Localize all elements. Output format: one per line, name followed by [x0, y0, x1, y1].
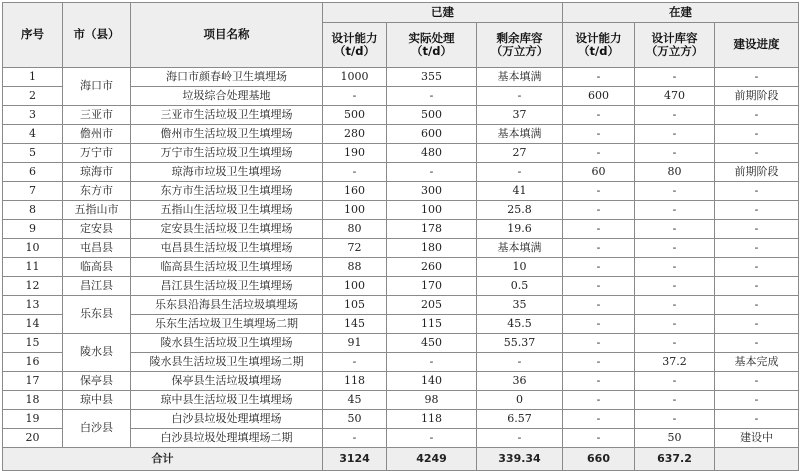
cell-building-capacity: - — [563, 258, 635, 277]
cell-built-actual: 480 — [387, 144, 477, 163]
cell-building-volume: - — [635, 125, 715, 144]
cell-project: 定安县生活垃圾卫生填埋场 — [131, 220, 323, 239]
header-building-capacity — [563, 23, 635, 68]
table-row — [3, 144, 799, 163]
cell-building-volume: - — [635, 296, 715, 315]
cell-built-capacity: - — [323, 163, 387, 182]
cell-built-capacity: 72 — [323, 239, 387, 258]
cell-building-capacity: - — [563, 182, 635, 201]
header-built-actual-line2: （t/d） — [411, 44, 452, 58]
cell-built-actual: 450 — [387, 334, 477, 353]
cell-building-volume: - — [635, 144, 715, 163]
cell-built-remaining: 19.6 — [477, 220, 563, 239]
header-building-volume-line1: 设计库容 — [651, 30, 698, 45]
cell-built-actual: 118 — [387, 410, 477, 429]
cell-building-capacity: - — [563, 106, 635, 125]
cell-project: 临高县生活垃圾卫生填埋场 — [131, 258, 323, 277]
cell-building-volume: - — [635, 182, 715, 201]
table-row — [3, 106, 799, 125]
cell-built-remaining: 基本填满 — [477, 125, 563, 144]
cell-building-progress: 前期阶段 — [715, 163, 799, 182]
cell-seq: 19 — [3, 410, 63, 429]
cell-built-remaining: 基本填满 — [477, 239, 563, 258]
cell-seq: 4 — [3, 125, 63, 144]
cell-building-capacity: - — [563, 410, 635, 429]
cell-building-capacity: - — [563, 429, 635, 448]
cell-built-actual: - — [387, 87, 477, 106]
cell-built-capacity: 45 — [323, 391, 387, 410]
cell-building-capacity: 60 — [563, 163, 635, 182]
cell-city: 五指山市 — [63, 201, 131, 220]
header-building-capacity-line1: 设计能力 — [575, 30, 622, 45]
table-row — [3, 277, 799, 296]
cell-built-capacity: 280 — [323, 125, 387, 144]
total-built-remaining: 339.34 — [477, 448, 563, 471]
cell-building-capacity: - — [563, 220, 635, 239]
cell-building-volume: 470 — [635, 87, 715, 106]
cell-city: 东方市 — [63, 182, 131, 201]
cell-built-remaining: - — [477, 353, 563, 372]
cell-seq: 3 — [3, 106, 63, 125]
header-building-capacity-line2: （t/d） — [578, 44, 619, 58]
cell-built-actual: 140 — [387, 372, 477, 391]
cell-built-actual: 178 — [387, 220, 477, 239]
cell-seq: 2 — [3, 87, 63, 106]
cell-built-actual: 180 — [387, 239, 477, 258]
header-built-remaining-line1: 剩余库容 — [496, 30, 543, 45]
cell-seq: 18 — [3, 391, 63, 410]
cell-project: 昌江县生活垃圾卫生填埋场 — [131, 277, 323, 296]
table-row — [3, 201, 799, 220]
cell-built-capacity: 1000 — [323, 68, 387, 87]
table-row — [3, 220, 799, 239]
header-project: 项目名称 — [131, 3, 323, 68]
cell-building-capacity: - — [563, 125, 635, 144]
cell-project: 五指山生活垃圾卫生填埋场 — [131, 201, 323, 220]
cell-built-remaining: - — [477, 429, 563, 448]
cell-building-volume: - — [635, 106, 715, 125]
cell-built-remaining: 27 — [477, 144, 563, 163]
cell-city: 万宁市 — [63, 144, 131, 163]
cell-project: 白沙县垃圾处理填埋场二期 — [131, 429, 323, 448]
cell-built-remaining: 35 — [477, 296, 563, 315]
cell-seq: 16 — [3, 353, 63, 372]
cell-building-progress: - — [715, 315, 799, 334]
cell-built-capacity: 190 — [323, 144, 387, 163]
table-row — [3, 372, 799, 391]
cell-built-capacity: 160 — [323, 182, 387, 201]
cell-building-volume: 37.2 — [635, 353, 715, 372]
cell-building-progress: - — [715, 68, 799, 87]
cell-built-remaining: 6.57 — [477, 410, 563, 429]
cell-building-progress: - — [715, 220, 799, 239]
cell-built-capacity: 100 — [323, 277, 387, 296]
cell-seq: 9 — [3, 220, 63, 239]
landfill-table — [2, 2, 799, 471]
cell-project: 陵水县生活垃圾卫生填埋场二期 — [131, 353, 323, 372]
cell-project: 垃圾综合处理基地 — [131, 87, 323, 106]
cell-city: 临高县 — [63, 258, 131, 277]
table-row — [3, 391, 799, 410]
cell-building-capacity: - — [563, 201, 635, 220]
cell-building-progress: - — [715, 410, 799, 429]
cell-built-actual: - — [387, 163, 477, 182]
header-built-capacity-line2: （t/d） — [334, 44, 375, 58]
cell-city: 儋州市 — [63, 125, 131, 144]
cell-city: 陵水县 — [63, 334, 131, 372]
cell-built-capacity: 145 — [323, 315, 387, 334]
cell-built-remaining: - — [477, 87, 563, 106]
table-body — [3, 68, 799, 448]
cell-built-actual: 115 — [387, 315, 477, 334]
cell-project: 琼中县生活垃圾卫生填埋场 — [131, 391, 323, 410]
cell-seq: 6 — [3, 163, 63, 182]
cell-city: 屯昌县 — [63, 239, 131, 258]
cell-project: 儋州市生活垃圾卫生填埋场 — [131, 125, 323, 144]
header-built-capacity — [323, 23, 387, 68]
cell-building-progress: - — [715, 182, 799, 201]
total-built-actual: 4249 — [387, 448, 477, 471]
table-row — [3, 125, 799, 144]
cell-building-progress: - — [715, 277, 799, 296]
cell-built-actual: 300 — [387, 182, 477, 201]
cell-built-actual: 600 — [387, 125, 477, 144]
cell-seq: 15 — [3, 334, 63, 353]
cell-built-actual: - — [387, 429, 477, 448]
cell-project: 海口市颜春岭卫生填埋场 — [131, 68, 323, 87]
cell-seq: 8 — [3, 201, 63, 220]
cell-built-actual: 500 — [387, 106, 477, 125]
cell-built-remaining: 55.37 — [477, 334, 563, 353]
cell-city: 定安县 — [63, 220, 131, 239]
cell-seq: 12 — [3, 277, 63, 296]
cell-building-volume: 50 — [635, 429, 715, 448]
header-building-group: 在建 — [563, 3, 799, 23]
total-building-capacity: 660 — [563, 448, 635, 471]
cell-building-capacity: - — [563, 277, 635, 296]
header-built-remaining — [477, 23, 563, 68]
cell-project: 白沙县垃圾处理填埋场 — [131, 410, 323, 429]
cell-building-progress: - — [715, 144, 799, 163]
cell-built-capacity: 80 — [323, 220, 387, 239]
header-building-progress: 建设进度 — [715, 23, 799, 68]
cell-building-capacity: - — [563, 334, 635, 353]
cell-built-capacity: 91 — [323, 334, 387, 353]
cell-building-progress: - — [715, 201, 799, 220]
cell-built-capacity: 50 — [323, 410, 387, 429]
total-row — [3, 448, 799, 471]
cell-built-remaining: 41 — [477, 182, 563, 201]
header-building-volume-line2: （万立方） — [645, 44, 704, 58]
cell-built-actual: 355 — [387, 68, 477, 87]
cell-building-progress: 前期阶段 — [715, 87, 799, 106]
cell-project: 保亭县生活垃圾填埋场 — [131, 372, 323, 391]
cell-building-volume: - — [635, 220, 715, 239]
cell-city: 白沙县 — [63, 410, 131, 448]
cell-building-capacity: - — [563, 239, 635, 258]
cell-built-capacity: 100 — [323, 201, 387, 220]
cell-built-capacity: - — [323, 87, 387, 106]
header-built-group: 已建 — [323, 3, 563, 23]
cell-building-progress: - — [715, 334, 799, 353]
cell-built-remaining: 0 — [477, 391, 563, 410]
cell-seq: 14 — [3, 315, 63, 334]
cell-city: 琼海市 — [63, 163, 131, 182]
cell-built-remaining: - — [477, 163, 563, 182]
total-building-progress — [715, 448, 799, 471]
cell-building-volume: - — [635, 391, 715, 410]
cell-building-progress: 建设中 — [715, 429, 799, 448]
cell-building-volume: - — [635, 239, 715, 258]
cell-built-remaining: 0.5 — [477, 277, 563, 296]
cell-building-volume: - — [635, 258, 715, 277]
cell-seq: 11 — [3, 258, 63, 277]
cell-building-volume: - — [635, 372, 715, 391]
cell-city: 乐东县 — [63, 296, 131, 334]
cell-building-progress: - — [715, 125, 799, 144]
cell-building-capacity: 600 — [563, 87, 635, 106]
cell-building-progress: - — [715, 239, 799, 258]
cell-building-progress: - — [715, 391, 799, 410]
cell-built-remaining: 36 — [477, 372, 563, 391]
cell-built-remaining: 25.8 — [477, 201, 563, 220]
table-row — [3, 239, 799, 258]
table-row — [3, 163, 799, 182]
cell-built-actual: 205 — [387, 296, 477, 315]
cell-building-capacity: - — [563, 144, 635, 163]
cell-built-remaining: 基本填满 — [477, 68, 563, 87]
cell-building-volume: 80 — [635, 163, 715, 182]
cell-built-capacity: 118 — [323, 372, 387, 391]
cell-project: 屯昌县生活垃圾卫生填埋场 — [131, 239, 323, 258]
cell-built-actual: 170 — [387, 277, 477, 296]
cell-project: 琼海市垃圾卫生填埋场 — [131, 163, 323, 182]
cell-building-capacity: - — [563, 391, 635, 410]
table-row — [3, 182, 799, 201]
cell-building-volume: - — [635, 410, 715, 429]
cell-project: 东方市生活垃圾卫生填埋场 — [131, 182, 323, 201]
table-row — [3, 258, 799, 277]
cell-city: 三亚市 — [63, 106, 131, 125]
cell-built-actual: 260 — [387, 258, 477, 277]
table-row — [3, 68, 799, 87]
cell-building-capacity: - — [563, 296, 635, 315]
total-built-capacity: 3124 — [323, 448, 387, 471]
cell-building-progress: - — [715, 258, 799, 277]
header-built-remaining-line2: （万立方） — [490, 44, 549, 58]
cell-building-volume: - — [635, 277, 715, 296]
cell-seq: 20 — [3, 429, 63, 448]
cell-built-actual: 98 — [387, 391, 477, 410]
cell-built-capacity: - — [323, 353, 387, 372]
header-built-actual-line1: 实际处理 — [408, 30, 455, 45]
cell-building-progress: - — [715, 372, 799, 391]
cell-built-remaining: 37 — [477, 106, 563, 125]
cell-seq: 5 — [3, 144, 63, 163]
cell-building-capacity: - — [563, 68, 635, 87]
cell-city: 昌江县 — [63, 277, 131, 296]
table-row — [3, 334, 799, 353]
cell-seq: 17 — [3, 372, 63, 391]
cell-seq: 7 — [3, 182, 63, 201]
header-built-actual — [387, 23, 477, 68]
cell-city: 琼中县 — [63, 391, 131, 410]
cell-building-progress: - — [715, 296, 799, 315]
cell-building-progress: 基本完成 — [715, 353, 799, 372]
landfill-table-container — [2, 2, 798, 469]
cell-built-remaining: 10 — [477, 258, 563, 277]
header-city: 市（县） — [63, 3, 131, 68]
header-building-volume — [635, 23, 715, 68]
cell-built-capacity: 88 — [323, 258, 387, 277]
total-building-volume: 637.2 — [635, 448, 715, 471]
cell-building-volume: - — [635, 201, 715, 220]
cell-built-actual: - — [387, 353, 477, 372]
cell-seq: 1 — [3, 68, 63, 87]
cell-built-actual: 100 — [387, 201, 477, 220]
cell-city: 保亭县 — [63, 372, 131, 391]
total-label: 合计 — [3, 448, 323, 471]
header-seq: 序号 — [3, 3, 63, 68]
header-built-capacity-line1: 设计能力 — [331, 30, 378, 45]
cell-built-remaining: 45.5 — [477, 315, 563, 334]
cell-building-capacity: - — [563, 315, 635, 334]
cell-building-progress: - — [715, 106, 799, 125]
cell-building-capacity: - — [563, 372, 635, 391]
cell-seq: 10 — [3, 239, 63, 258]
table-row — [3, 296, 799, 315]
cell-city: 海口市 — [63, 68, 131, 106]
cell-seq: 13 — [3, 296, 63, 315]
cell-building-capacity: - — [563, 353, 635, 372]
table-row — [3, 410, 799, 429]
cell-project: 万宁市生活垃圾卫生填埋场 — [131, 144, 323, 163]
cell-project: 乐东生活垃圾卫生填埋场二期 — [131, 315, 323, 334]
cell-building-volume: - — [635, 334, 715, 353]
cell-project: 陵水县生活垃圾卫生填埋场 — [131, 334, 323, 353]
cell-built-capacity: 105 — [323, 296, 387, 315]
cell-built-capacity: - — [323, 429, 387, 448]
cell-project: 三亚市生活垃圾卫生填埋场 — [131, 106, 323, 125]
cell-project: 乐东县沿海县生活垃圾填埋场 — [131, 296, 323, 315]
cell-building-volume: - — [635, 68, 715, 87]
cell-building-volume: - — [635, 315, 715, 334]
cell-built-capacity: 500 — [323, 106, 387, 125]
